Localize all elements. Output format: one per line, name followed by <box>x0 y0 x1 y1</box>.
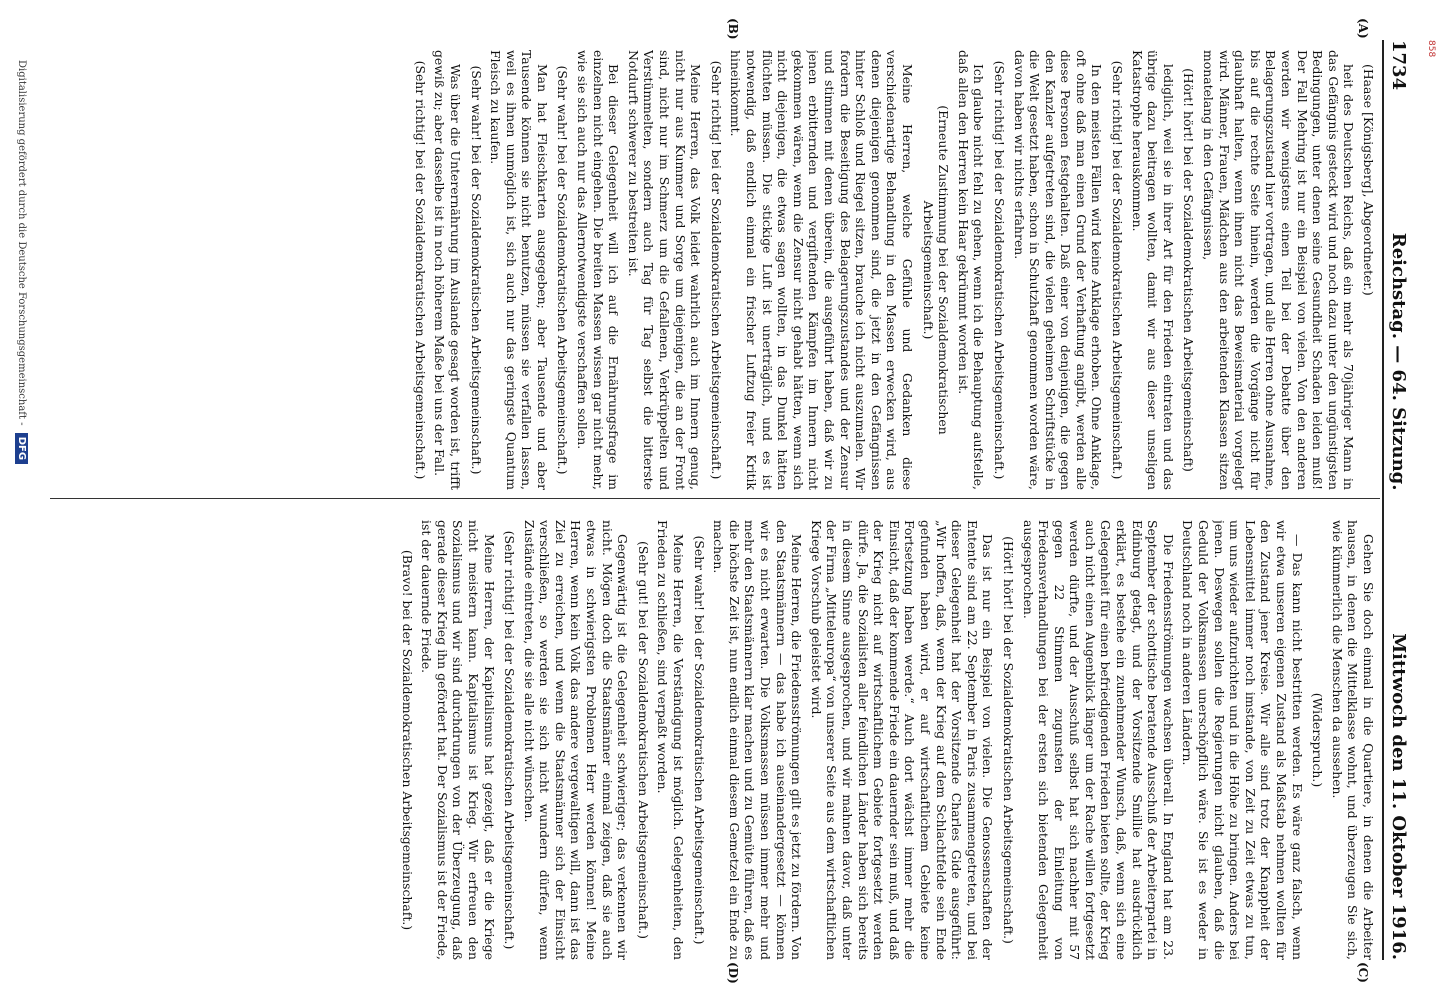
paragraph: Bei dieser Gelegenheit will ich auf die Ernährungsfrage im einzelnen nicht eingehen. Die breiten Massen wissen gar nicht mehr, wie sie sich auch nur das Allernotwendigste verschaffen sollen. <box>575 50 622 490</box>
paragraph: Gegenwärtig ist die Gelegenheit schwieriger; das verkennen wir nicht. Mögen doch die Staatsmänner einmal zeigen, daß sie auch etwas in schwierigsten Problemen Herr werden können! Meine Herren, wenn kein Volk das andere vergewaltigen will, dann ist das Ziel zu erreichen, und wenn die Staatsmänner sich der Einsicht verschließen, so werden sie sich nicht wundern dürfen, wenn Zustände eintreten, die sie alle nicht wünschen. <box>521 520 631 960</box>
interjection: (Sehr wahr! bei der Sozialdemokratischen Arbeitsgemeinschaft.) <box>555 65 571 475</box>
paragraph: In den meisten Fällen wird keine Anklage erhoben. Ohne Anklage, oft ohne daß man einen Grund der Verhaftung angibt, werden alle diese Personen festgehalten. Daß einer von denjenigen, die gegen den Kanzler aufgetreten sind, die vielen geheimen Schriftstücke in die Welt gesetzt haben, schon in Schutzhaft genommen worden wäre, davon haben wir nichts erfahren. <box>1011 50 1105 490</box>
paragraph: heit des Deutschen Reichs, daß ein mehr als 70jähriger Mann in das Gefängnis gesteckt wird und noch dazu unter den ungünstigsten Bedingungen, unter denen seine Gesundheit Schaden leiden muß! Der Fall Mehring ist nur ein Beispiel von vielen. Von den anderen werden wir wenigstens einen Teil bei der Debatte über den Belagerungszustand hier vortragen, und alle Herren ohne Ausnahme, bis auf die rechte Seite hinein, werden die Vorgänge nicht für glaubhaft halten, wenn ihnen nicht das Beweismaterial vorgelegt wird. Männer, Frauen, Mädchen aus den arbeitenden Klassen sitzen monatelang in den Gefängnissen, <box>1201 50 1357 490</box>
column-divider <box>50 498 1380 499</box>
interjection: (Sehr wahr! bei der Sozialdemokratischen Arbeitsgemeinschaft.) <box>691 535 707 945</box>
session-date: Mittwoch den 11. Oktober 1916. <box>1388 633 1409 960</box>
paragraph: Gehen Sie doch einmal in die Quartiere, in denen die Arbeiter hausen, in denen die Mittelklasse wohnt, und überzeugen Sie sich, wie kümmerlich die Menschen da aussehen. <box>1329 520 1376 960</box>
paragraph: Meine Herren, die Friedensströmungen gilt es jetzt zu fördern. Von den Staatsmännern — das habe ich auseinandergesetzt — können wir es nicht erwarten. Die Volksmassen müssen immer mehr und mehr den Staatsmännern klar machen und zu Gemüte führen, daß es die höchste Zeit ist, nun endlich einmal diesem Gemetzel ein Ende zu machen. <box>711 520 805 960</box>
margin-letter-a: (A) <box>1356 18 1370 39</box>
paragraph: Ich glaube nicht fehl zu gehen, wenn ich die Behauptung aufstelle, daß allen den Herren kein Haar gekrümmt worden ist. <box>955 50 987 490</box>
session-title: Reichstag. — 64. Sitzung. <box>1388 232 1409 491</box>
interjection: (Sehr richtig! bei der Sozialdemokratischen Arbeitsgemeinschaft.) <box>502 530 518 950</box>
interjection: (Erneute Zustimmung bei der Sozialdemokratischen Arbeitsgemeinschaft.) <box>920 105 952 435</box>
interjection: (Sehr gut! bei der Sozialdemokratischen Arbeitsgemeinschaft.) <box>635 541 651 939</box>
interjection: (Hört! hört! bei der Sozialdemokratischen Arbeitsgemeinschaft) <box>1181 68 1197 472</box>
margin-letter-b: (B) <box>726 18 740 40</box>
paragraph: Meine Herren, der Kapitalismus hat gezeigt, daß er die Kriege nicht meistern kann. Kapitalismus ist Krieg. Wir erfreuen den Sozialismus und wir sind durchdrungen von der Überzeugung, daß gerade dieser Krieg ihn gefördert hat. Der Sozialismus ist der Friede, ist der dauernde Friede. <box>419 520 497 960</box>
paragraph: Die Friedensströmungen wachsen überall. In England hat am 23. September der schottische beratende Ausschuß der Arbeiterpartei in Edinburg getagt, und der Vorsitzende Smillie hat ausdrücklich erklärt, es bestehe ein zunehmender Wunsch, daß, wenn sich eine Gelegenheit für einen befriedigenden Frieden bieten sollte, der Krieg auch nicht einen Augenblick länger um der Rache willen fortgesetzt werden dürfte, und der Ausschuß selbst hat sich nachher mit 57 gegen 22 Stimmen zugunsten der Einleitung von Friedensverhandlungen bei der ersten sich bietenden Gelegenheit ausgesprochen. <box>1020 520 1176 960</box>
page-number: 1734 <box>1388 40 1409 91</box>
interjection: (Sehr richtig! bei der Sozialdemokratischen Arbeitsgemeinschaft.) <box>991 60 1007 480</box>
interjection: (Widerspruch.) <box>1310 692 1326 788</box>
paragraph: Meine Herren, welche Gefühle und Gedanken diese verschiedenartige Behandlung in den Massen erwecken wird, aus denen diejenigen genommen sind, die jetzt in den Gefängnissen hinter Schloß und Riegel sitzen, brauche ich nicht auszumalen. Wir fordern die Beseitigung des Belagerungszustandes und der Zensur und stimmen mit denen überein, die ausgeführt haben, daß wir zu jenen erbitternden und vergiftenden Kämpfen im Innern nicht gekommen wären, wenn die Zensur nicht gehabt hätten, wenn sich nicht diejenigen, die etwas sagen wollten, in das Dunkel hätten flüchten müssen. Die stickige Luft ist unerträglich, und es ist notwendig, daß endlich einmal ein frischer Luftzug freier Kritik hineinkommt. <box>728 50 915 490</box>
right-column <box>56 520 1376 960</box>
paragraph: Das ist nur ein Beispiel von vielen. Die Genossenschaften der Entente sind am 22. September in Paris zusammengetreten, und bei dieser Gelegenheit hat der Vorsitzende Charles Gide ausgeführt: „Wir hoffen, daß, wenn der Krieg auf dem Schlachtfelde sein Ende gefunden haben wird, er auf wirtschaftlichem Gebiete keine Fortsetzung haben werde.“ Auch dort wächst immer mehr die Einsicht, daß der kommende Friede ein dauernder sein muß, und daß der Krieg nicht auf wirtschaftlichem Gebiete fortgesetzt werden dürfe. Ja, die Sozialisten aller feindlichen Länder haben sich bereits in diesem Sinne ausgesprochen, und wir mahnen davor, daß unter der Firma „Mitteleuropa“ von unserer Seite aus dem wirtschaftlichen Kriege Vorschub geleistet wird. <box>808 520 996 960</box>
interjection: (Sehr wahr! bei der Sozialdemokratischen Arbeitsgemeinschaft.) <box>468 65 484 475</box>
interjection: (Sehr richtig! bei der Sozialdemokratischen Arbeitsgemeinschaft.) <box>708 60 724 480</box>
paragraph: — Das kann nicht bestritten werden. Es wäre ganz falsch, wenn wir etwa unseren eigenen Zustand als Maßstab nehmen wollten für den Zustand jener Kreise. Wir alle sind trotz der Knappheit der Lebensmittel immer noch imstande, von Zeit zu Zeit etwas zu tun, um uns wieder aufzurichten und in die Höhe zu bringen. Anders bei jenen. Deswegen sollen die Regierungen nicht glauben, daß die Geduld der Volksmassen unerschöpflich wäre. Sie ist es weder in Deutschland noch in anderen Ländern. <box>1180 520 1305 960</box>
page-header <box>1382 40 1418 960</box>
dfg-logo: DFG <box>15 433 28 464</box>
left-column <box>56 50 1376 490</box>
margin-letter-c: (C) <box>1356 962 1370 983</box>
page-footer <box>15 60 28 464</box>
paragraph: (Haase [Königsberg], Abgeordneter.) <box>1361 64 1376 296</box>
interjection: (Sehr richtig! bei der Sozialdemokratischen Arbeitsgemeinschaft.) <box>1110 60 1126 480</box>
paragraph: Was über die Unterernährung im Auslande gesagt worden ist, trifft gewiß zu; aber dasselbe ist in noch höherem Maße bei uns der Fall. <box>432 50 463 490</box>
paragraph: Man hat Fleischkarten ausgegeben; aber Tausende und aber Tausende können sie nicht benutzen, müssen sie verfallen lassen, weil es ihnen unmöglich ist, sich auch nur das geringste Quantum Fleisch zu kaufen. <box>488 50 550 490</box>
paragraph: lediglich, weil sie in ihrer Art für den Frieden eintraten und das übrige dazu beitragen wollten, damit wir aus dieser unseligen Katastrophe herauskommen. <box>1129 50 1176 490</box>
paragraph: Meine Herren, das Volk leidet wahrlich auch im Innern genug, nicht nur aus Kummer und Sorge um diejenigen, die an der Front sind, nicht nur im Schmerz um die Gefallenen, Verkrüppelten und Verstümmelten, sondern auch Tag für Tag selbst die bitterste Notdurft schwerer zu bestreiten ist. <box>625 50 704 490</box>
paragraph: Meine Herren, die Verständigung ist möglich. Gelegenheiten, den Frieden zu schließen, sind verpaßt worden. <box>655 520 687 960</box>
interjection: (Hört! hört! bei der Sozialdemokratischen Arbeitsgemeinschaft.) <box>1000 536 1016 944</box>
page-stamp: 858 <box>1426 40 1436 58</box>
interjection: (Bravo! bei der Sozialdemokratischen Arbeitsgemeinschaft.) <box>399 549 415 931</box>
interjection: (Sehr richtig! bei der Sozialdemokratischen Arbeitsgemeinschaft.) <box>412 60 428 480</box>
footer-text: Digitalisierung gefördert durch die Deutsche Forschungsgemeinschaft - <box>16 60 27 426</box>
margin-letter-d: (D) <box>726 962 740 984</box>
